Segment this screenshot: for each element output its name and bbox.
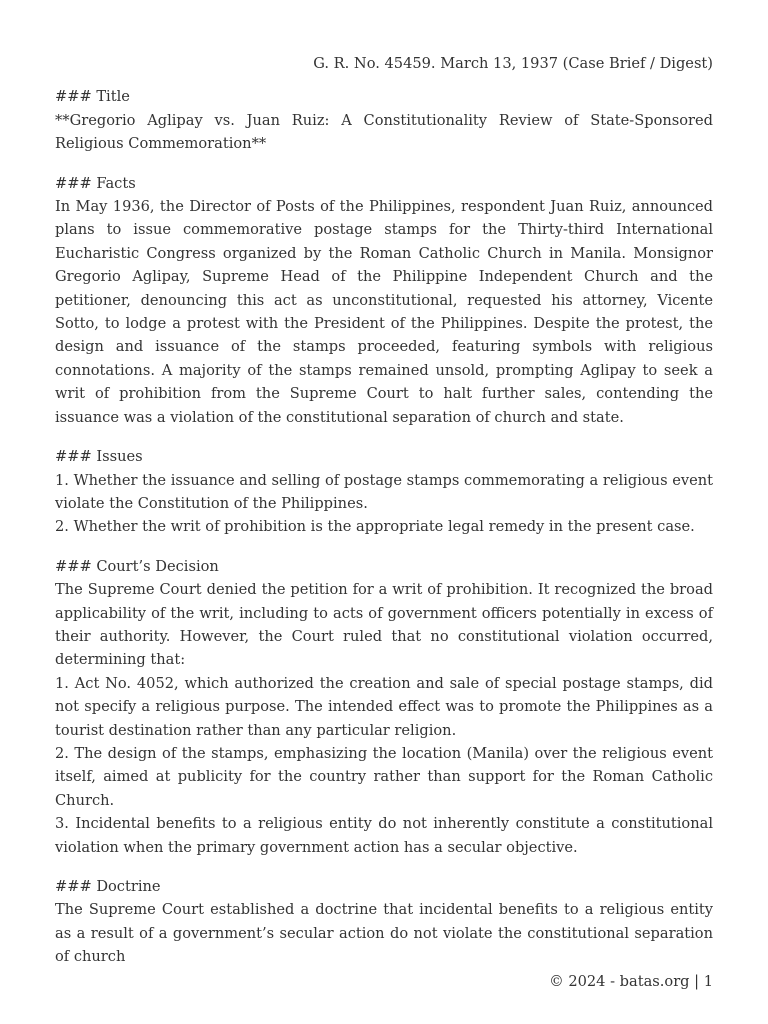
facts-text: In May 1936, the Director of Posts of the Philippines, respondent Juan Ruiz, announced plans to issue commemorative postage stamps for the Thirty-third International Eucharistic Congress organized by the Roman Catholic Church in Manila. Monsignor Gregorio Aglipay, Supreme Head of the Philippine Independent Church and the petitioner, denouncing this act as unconstitutional, requested his attorney, Vicente Sotto, to lodge a protest with the President of the Philippines. Despite the protest, the design and issuance of the stamps proceeded, featuring symbols with religious connotations. A majority of the stamps remained unsold, prompting Aglipay to seek a writ of prohibition from the Supreme Court to halt further sales, contending the issuance was a violation of the constitutional separation of church and state. [55, 198, 713, 426]
decision-item-3: 3. Incidental benefits to a religious entity do not inherently constitute a constitutional violation when the primary government action has a secular objective. [55, 815, 713, 856]
decision-intro: The Supreme Court denied the petition for a writ of prohibition. It recognized the broad applicability of the writ, including to acts of government officers potentially in excess of their authority. However, the Court ruled that no constitutional violation occurred, determining that: [55, 581, 713, 669]
issues-section [55, 445, 713, 539]
decision-item-2: 2. The design of the stamps, emphasizing the location (Manila) over the religious event itself, aimed at publicity for the country rather than support for the Roman Catholic Church. [55, 744, 713, 809]
case-reference-header: G. R. No. 45459. March 13, 1937 (Case Brief / Digest) [313, 55, 713, 72]
facts-heading: ### Facts [55, 174, 136, 192]
facts-section [55, 172, 713, 429]
issue-item-2: 2. Whether the writ of prohibition is the appropriate legal remedy in the present case. [55, 518, 695, 536]
doctrine-section [55, 875, 713, 969]
case-title: **Gregorio Aglipay vs. Juan Ruiz: A Constitutionality Review of State-Sponsored Religious Commemoration** [55, 111, 713, 153]
title-heading: ### Title [55, 88, 130, 106]
document-page [55, 52, 713, 985]
doctrine-heading: ### Doctrine [55, 878, 161, 895]
page-footer: © 2024 - batas.org | 1 [549, 973, 713, 990]
issues-heading: ### Issues [55, 448, 143, 466]
doctrine-text: The Supreme Court established a doctrine that incidental benefits to a religious entity as a result of a government’s secular action do not violate the constitutional separation of church [55, 901, 713, 966]
title-section [55, 85, 713, 155]
decision-heading: ### Court’s Decision [55, 557, 219, 575]
issue-item-1: 1. Whether the issuance and selling of postage stamps commemorating a religious event violate the Constitution of the Philippines. [55, 471, 713, 512]
decision-section [55, 555, 713, 859]
decision-item-1: 1. Act No. 4052, which authorized the creation and sale of special postage stamps, did not specify a religious purpose. The intended effect was to promote the Philippines as a tourist destination rather than any particular religion. [55, 674, 713, 739]
